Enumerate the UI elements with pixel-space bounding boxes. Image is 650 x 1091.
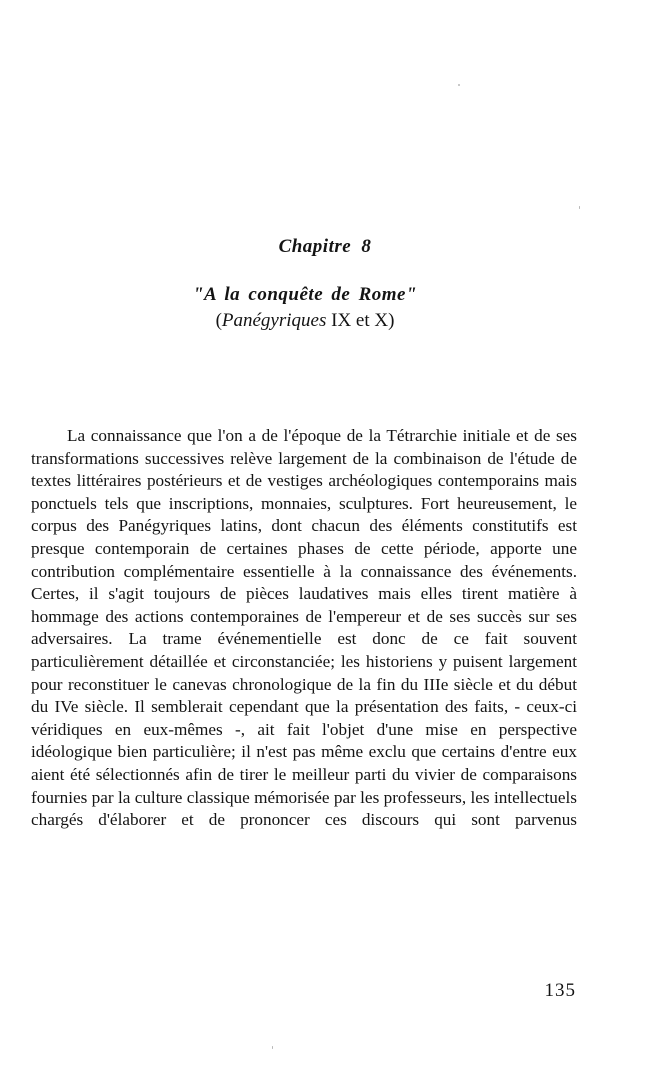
body-paragraph-text: La connaissance que l'on a de l'époque de la Tétrarchie initiale et de ses transformations successives relève largement de la combinaison de l'étude de textes littéraires postérieurs et de vestiges archéologiques contemporains mais ponctuels tels que inscriptions, monnaies, sculptures. Fort heureusement, le corpus des Panégyriques latins, dont chacun des éléments constitutifs est presque contemporain de certaines phases de cette période, apporte une contribution complémentaire essentielle à la connaissance des événements. Certes, il s'agit toujours de pièces laudatives mais elles tirent matière à hommage des actions contemporaines de l'empereur et de ses succès sur ses adversaires. La trame événementielle est donc de ce fait souvent particulièrement détaillée et circonstanciée; les historiens y puisent largement pour reconstituer le canevas chronologique de la fin du IIIe siècle et du début du IVe siècle. Il semblerait cependant que la présentation des faits, - ceux-ci véridiques en eux-mêmes -, ait fait l'objet d'une mise en perspective idéologique bien particulière; il n'est pas même exclu que certains d'entre eux aient été sélectionnés afin de tirer le meilleur parti du vivier de comparaisons fournies par la culture classique mémorisée par les professeurs, les intellectuels chargés d'élaborer et de prononcer ces discours qui sont parvenus: [31, 426, 577, 830]
scan-speck: [458, 84, 460, 86]
subtitle-rest: IX et X): [326, 310, 395, 331]
chapter-label: Chapitre 8: [278, 236, 372, 257]
subtitle-open-paren: (: [215, 310, 222, 331]
scan-speck: [579, 206, 580, 209]
body-paragraph: [31, 425, 577, 832]
chapter-subtitle: [0, 310, 610, 332]
chapter-title: "A la conquête de Rome": [192, 284, 418, 305]
scan-speck: [272, 1046, 273, 1049]
subtitle-italic-word: Panégyriques: [221, 310, 327, 331]
page-number: 135: [544, 980, 576, 1001]
